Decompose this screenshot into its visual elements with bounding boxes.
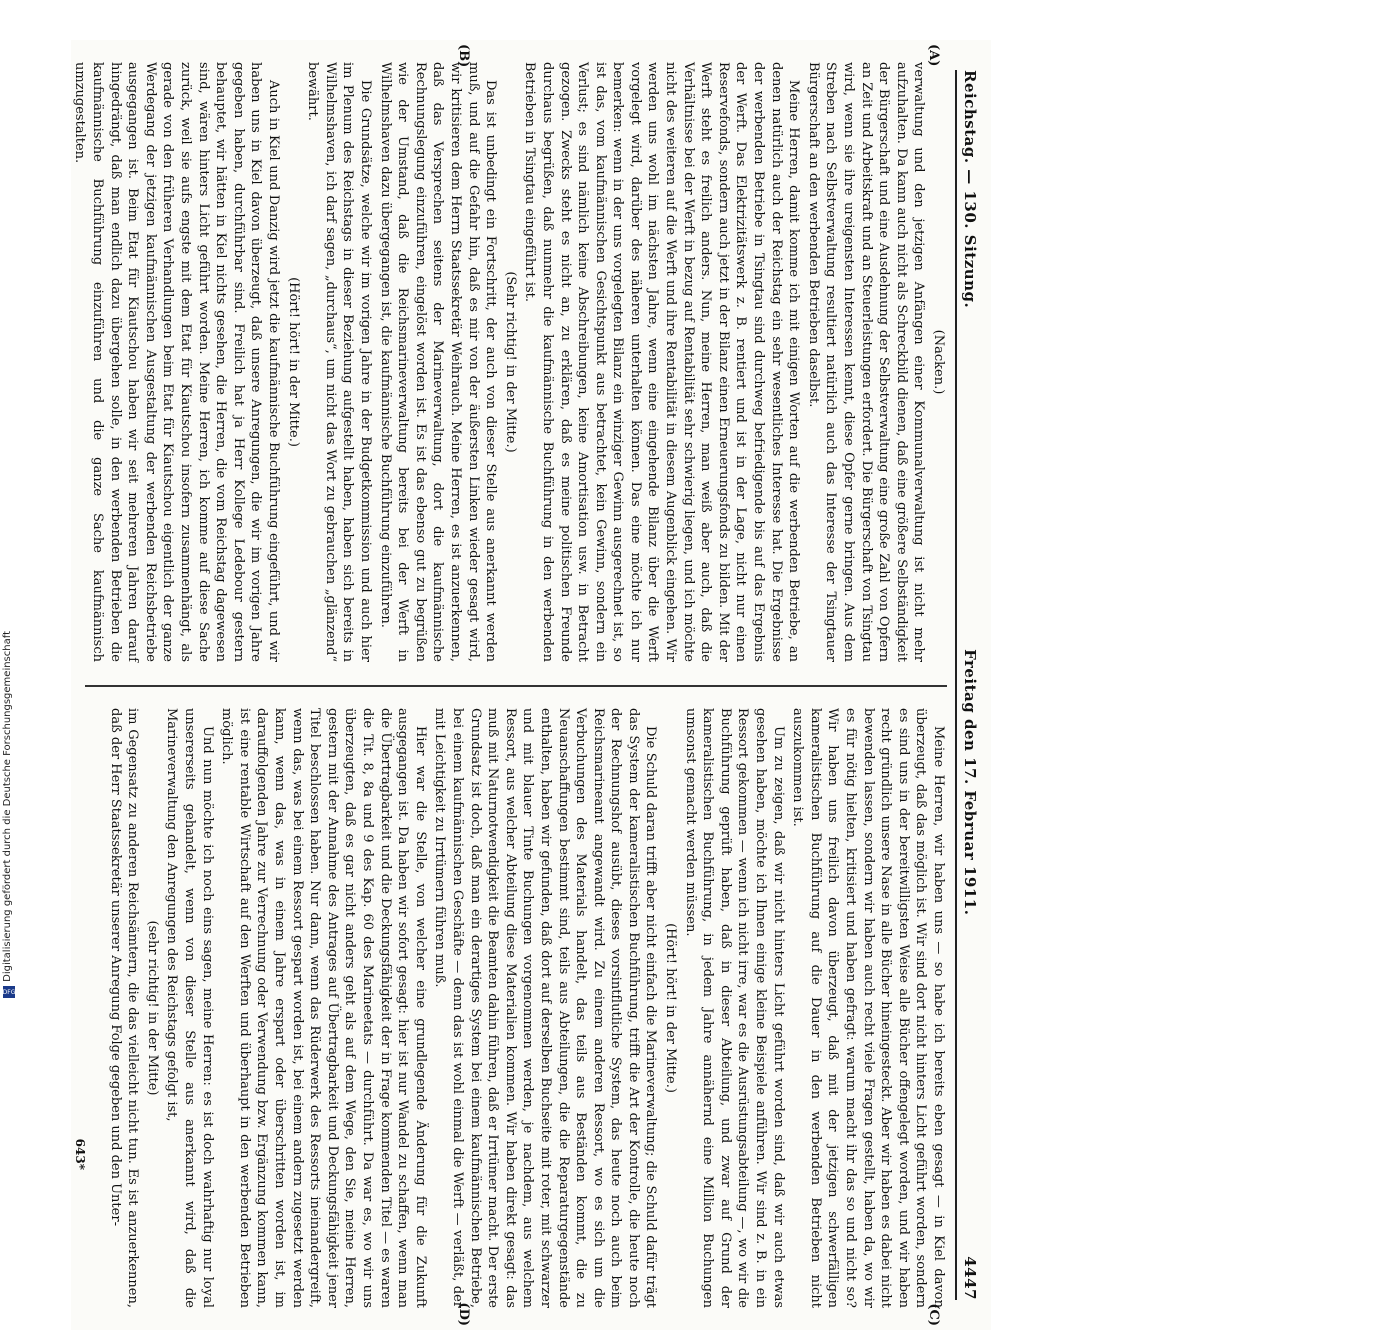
interjection: (Sehr richtig! in der Mitte.)	[502, 271, 518, 453]
paragraph: Und nun möchte ich noch eins sagen, meine Herren: es ist doch wahrhaftig nur loyal unsererseits gehandelt, wenn von dieser Stelle aus anerkannt wird, daß die Marineverwaltung den Anregungen des Reichstags gefolgt ist,	[164, 708, 215, 1308]
paragraph: im Gegensatz zu anderen Reichsämtern, die das vielleicht nicht tun. Es ist anzuerkennen, daß der Herr Staatssekretär unserer Anregung Folge gegeben und den Unter-	[107, 708, 141, 1308]
header-left: Reichstag. — 130. Sitzung.	[961, 70, 979, 309]
paragraph: Die Grundsätze, welche wir im vorigen Jahre in der Budgetkommission und auch hier im Plenum des Reichstags in dieser Beziehung aufgestellt haben, haben sich bereits in Wilhelmshaven, ich darf sagen, „durchaus“, um nicht das Wort zu gebrauchen „glänzend“ bewährt.	[305, 62, 373, 662]
paragraph: Das ist unbedingt ein Fortschritt, der auch von dieser Stelle aus anerkannt werden muß, und auf die Gefahr hin, daß es mir von der äußersten Linken wieder gesagt wird, wir kritisieren dem Herrn Staatssekretär Weihrauch. Meine Herren, es ist anzuerkennen, daß das Versprechen seitens der Marineverwaltung, dort die kaufmännische Rechnungslegung einzuführen, eingelöst worden ist. Es ist das ebenso gut zu begrüßen wie der Umstand, daß die Reichsmarineverwaltung bereits bei der Werft in Wilhelmshaven dazu übergegangen ist, die kaufmännische Buchführung einzuführen.	[377, 62, 499, 662]
margin-marker-c: (C)	[926, 1303, 941, 1326]
scanned-page	[71, 40, 991, 1330]
margin-marker-d: (D)	[456, 1302, 471, 1326]
paragraph: Auch in Kiel und Danzig wird jetzt die kaufmännische Buchführung eingeführt, und wir haben uns in Kiel davon überzeugt, daß unsere Anregungen, die wir im vorigen Jahre gegeben haben, durchführbar sind. Freilich hat ja Herr Kollege Ledebour gestern behauptet, wir hätten in Kiel nichts gesehen, die Herren, die vom Reichstag dagewesen sind, wären hinters Licht geführt worden. Meine Herren, ich komme auf diese Sache zurück, weil sie aufs engste mit dem Etat für Kiautschou insofern zusammenhängt, als gerade von den früheren Verhandlungen beim Etat für Kiautschou eigentlich der ganze Werdegang der jetzigen kaufmännischen Ausgestaltung der werbenden Reichsbetriebe ausgegangen ist. Beim Etat für Kiautschou haben wir seit mehreren Jahren darauf hingedrängt, daß man endlich dazu übergehen solle, in den werbenden Betrieben die kaufmännische Buchführung einzuführen und die ganze Sache kaufmännisch umzugestalten.	[72, 62, 282, 662]
dfg-credit: Digitalisierung gefördert durch die Deutsche Forschungsgemeinschaft	[2, 631, 13, 982]
dfg-logo: DFG	[3, 986, 15, 998]
paragraph: Um zu zeigen, daß wir nicht hinters Licht geführt worden sind, daß wir auch etwas gesehen haben, möchte ich Ihnen einige kleine Beispiele anführen. Wir sind z. B. in ein Ressort gekommen — wenn ich nicht irre, war es die Ausrüstungsabteilung —, wo wir die Buchführung geprüft haben, daß in dieser Abteilung, und zwar auf Grund der kameralistischen Buchführung, in jedem Jahre annähernd eine Million Buchungen umsonst gemacht werden müssen.	[682, 708, 786, 1308]
margin-marker-a: (A)	[926, 44, 941, 67]
header-date: Freitag den 17. Februar 1911.	[961, 649, 979, 916]
left-column	[72, 62, 947, 662]
interjection: (Hört! hört! in der Mitte.)	[285, 277, 301, 447]
paragraph: Die Schuld daran trifft aber nicht einfach die Marineverwaltung; die Schuld dafür trägt das System der kameralistischen Buchführung, trifft die Art der Kontrolle, die heute noch der Rechnungshof ausübt, dieses vorsintflutliche System, das heute noch auch beim Reichsmarineamt angewandt wird. Zu einem anderen Ressort, wo es sich um die Verbuchungen des Materials handelt, das teils aus Beständen kommt, die zu Neuanschaffungen bestimmt sind, teils aus Abteilungen, die die Reparaturgegenstände enthalten, haben wir gefunden, daß dort auf derselben Buchseite mit roter, mit schwarzer und mit blauer Tinte Buchungen vorgenommen werden, je nachdem, aus welchem Ressort, aus welcher Abteilung diese Materialien kommen. Wir haben direkt gesagt: das muß mit Naturnotwendigkeit die Beamten dahin führen, daß er Irrtümer macht. Der erste Grundsatz ist doch, daß man ein derartiges System bei einem kaufmännischen Betriebe, bei einem kaufmännischen Geschäfte — denn das ist wohl einmal die Werft — verläßt, der mit Leichtigkeit zu Irrtümern führen muß.	[432, 708, 659, 1308]
paragraph: Meine Herren, wir haben uns — so habe ich bereits eben gesagt — in Kiel davon überzeugt, daß das möglich ist. Wir sind dort nicht hinters Licht geführt worden, sondern es sind uns in der bereitwilligsten Weise alle Bücher offengelegt worden, und wir haben recht gründlich unsere Nase in alle Bücher hineingesteckt. Aber wir haben es dabei nicht bewenden lassen, sondern wir haben auch recht viele Fragen gestellt, haben da, wo wir es für nötig hielten, kritisiert und haben gefragt: warum macht ihr das so und nicht so? Wir haben uns freilich davon überzeugt, daß mit der jetzigen schwerfälligen kameralistischen Buchführung auf die Dauer in den werbenden Betrieben nicht auszukommen ist.	[790, 708, 946, 1308]
paragraph: Meine Herren, damit komme ich mit einigen Worten auf die werbenden Betriebe, an denen natürlich auch der Reichstag ein sehr wesentliches Interesse hat. Die Ergebnisse der werbenden Betriebe in Tsingtau sind durchweg befriedigende bis auf das Ergebnis der Werft. Das Elektrizitätswerk z. B. rentiert und ist in der Lage, nicht nur einen Reservefonds, sondern auch jetzt in der Bilanz einen Erneuerungsfonds zu bilden. Mit der Werft steht es freilich anders. Nun, meine Herren, man weiß aber auch, daß die Verhältnisse bei der Werft in bezug auf Rentabilität sehr schwierig liegen, und ich möchte nicht des weiteren auf die Werft und ihre Rentabilität in diesem Augenblick eingehen. Wir werden uns wohl im nächsten Jahre, wenn eine eingehende Bilanz über die Werft vorgelegt wird, darüber des näheren unterhalten können. Das eine möchte ich nur bemerken: wenn in der uns vorgelegten Bilanz ein winziger Gewinn ausgerechnet ist, so ist das, vom kaufmännischen Gesichtspunkt aus betrachtet, kein Gewinn, sondern ein Verlust; es sind nämlich keine Abschreibungen, keine Amortisation usw. in Betracht gezogen. Zwecks steht es nicht an, zu erklären, daß es meine politischen Freunde durchaus begrüßen, daß nunmehr die kaufmännische Buchführung in den werbenden Betrieben in Tsingtau eingeführt ist.	[522, 62, 802, 662]
page-header	[955, 70, 983, 1300]
page-content	[71, 40, 991, 1330]
interjection: (Hört! hört! in der Mitte.)	[663, 923, 679, 1093]
page-number: 4447	[961, 1256, 979, 1300]
paragraph: verwaltung und den jetzigen Anfängen einer Kommunalverwaltung ist nicht mehr aufzuhalten. Da kann auch nicht als Schreckbild dienen, daß eine größere Selbständigkeit der Bürgerschaft und eine Ausdehnung der Selbstverwaltung eine große Zahl von Opfern an Zeit und Arbeitskraft und an Steuerleistungen erfordert. Die Bürgerschaft von Tsingtau wird, wenn sie ihre ureigensten Interessen kennt, diese Opfer gerne bringen. Aus dem Streben nach Selbstverwaltung resultiert natürlich auch das Interesse der Tsingtauer Bürgerschaft an den werbenden Betrieben daselbst.	[805, 62, 927, 662]
interjection: (sehr richtig! in der Mitte)	[144, 920, 160, 1096]
margin-marker-b: (B)	[456, 44, 471, 68]
paragraph: Hier war die Stelle, von welcher eine grundlegende Änderung für die Zukunft ausgegangen ist. Da haben wir sofort gesagt: hier ist nur Wandel zu schaffen, wenn man die Übertragbarkeit und die Deckungsfähigkeit der in Frage kommenden Titel — es waren die Tit. 8, 8a und 9 des Kap. 60 des Marineetats — durchführt. Da war es, wo wir uns überzeugten, daß es gar nicht anders geht als auf dem Wege, den Sie, meine Herren, gestern mit der Annahme des Antrages auf Übertragbarkeit und Deckungsfähigkeit jener Titel beschlossen haben. Nur dann, wenn das Rüderwerk des Ressorts ineinandergreift, wenn das, was bei einem Ressort gespart worden ist, bei einem andern zugesetzt werden kann, wenn das, was in einem Jahre erspart oder überschritten worden ist, im darauffolgenden Jahre zur Verrechnung oder Verwendung bzw. Ergänzung kommen kann, ist eine rentable Wirtschaft auf den Werften und überhaupt in den werbenden Betrieben möglich.	[219, 708, 428, 1308]
signature-mark: 643*	[73, 1138, 87, 1170]
speaker-name: (Nacken.)	[931, 329, 946, 395]
column-divider	[85, 685, 947, 687]
right-column	[85, 708, 947, 1308]
